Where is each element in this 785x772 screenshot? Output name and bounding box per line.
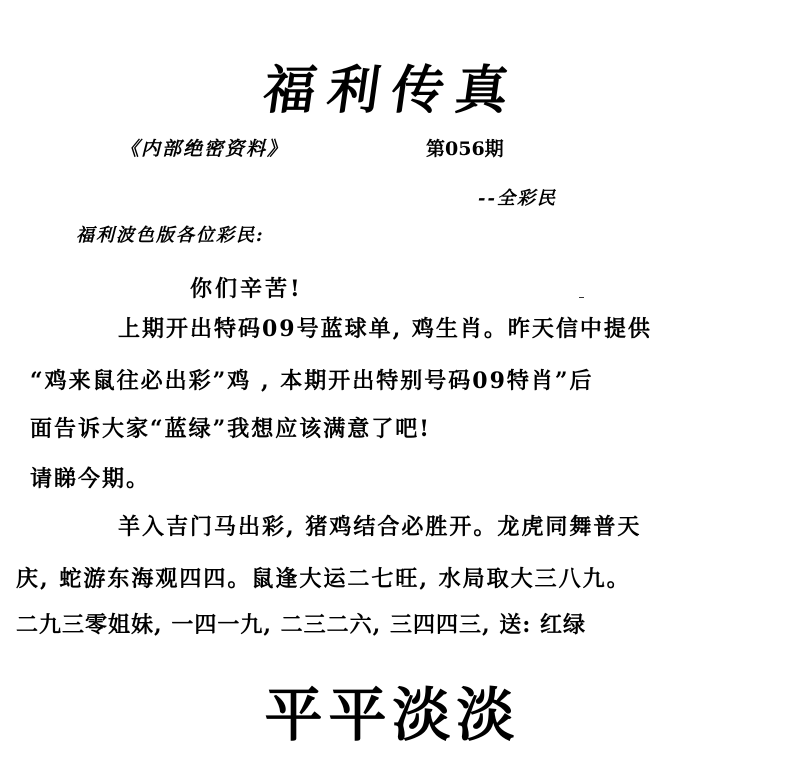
paragraph-line: 庆, 蛇游东海观四四。鼠逢大运二七旺, 水局取大三八九。	[16, 566, 631, 592]
stray-mark	[579, 297, 584, 298]
paragraph-line: 请睇今期。	[30, 466, 151, 492]
salutation: 福利波色版各位彩民:	[76, 225, 265, 246]
paragraph-line: 二九三零姐妹, 一四一九, 二三二六, 三四四三, 送: 红绿	[16, 612, 587, 638]
paragraph-line: 羊入吉门马出彩, 猪鸡结合必胜开。龙虎同舞普天	[118, 514, 642, 540]
closing-phrase: 平平淡淡	[264, 681, 521, 749]
document-title: 福利传真	[259, 60, 525, 121]
issue-number: 第056期	[426, 138, 504, 160]
greeting: 你们辛苦!	[190, 276, 303, 302]
paragraph-line: 面告诉大家“蓝绿”我想应该满意了吧!	[30, 416, 431, 442]
signature: --全彩民	[478, 188, 557, 209]
document-subtitle: 《内部绝密资料》	[120, 138, 289, 160]
paragraph-line: “鸡来鼠往必出彩”鸡 , 本期开出特别号码09特肖”后	[30, 368, 594, 394]
paragraph-line: 上期开出特码09号蓝球单, 鸡生肖。昨天信中提供	[118, 316, 652, 342]
